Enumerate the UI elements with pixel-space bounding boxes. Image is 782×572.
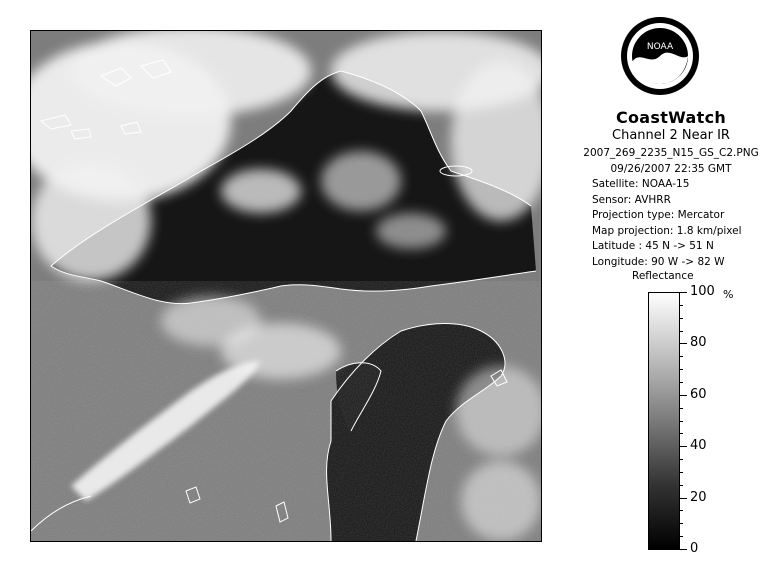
colorbar-minor-tick bbox=[680, 382, 683, 383]
colorbar-major-tick bbox=[680, 292, 687, 293]
colorbar-minor-tick bbox=[680, 510, 683, 511]
colorbar-minor-tick bbox=[680, 459, 683, 460]
colorbar-minor-tick bbox=[680, 408, 683, 409]
map-projection: Map projection: 1.8 km/pixel bbox=[592, 224, 742, 237]
colorbar-tick-label: 80 bbox=[690, 335, 707, 350]
colorbar-tick-label: 0 bbox=[690, 541, 699, 556]
colorbar-minor-tick bbox=[680, 331, 683, 332]
colorbar-unit: % bbox=[723, 288, 734, 301]
colorbar-major-tick bbox=[680, 395, 687, 396]
colorbar-minor-tick bbox=[680, 433, 683, 434]
colorbar-minor-tick bbox=[680, 523, 683, 524]
app-title: CoastWatch bbox=[615, 108, 727, 127]
colorbar-minor-tick bbox=[680, 421, 683, 422]
colorbar-tick-label: 100 bbox=[690, 284, 715, 299]
latitude: Latitude : 45 N -> 51 N bbox=[592, 240, 714, 252]
colorbar-major-tick bbox=[680, 498, 687, 499]
colorbar-minor-tick bbox=[680, 356, 683, 357]
colorbar-tick-label: 60 bbox=[690, 387, 707, 402]
colorbar-title: Reflectance bbox=[632, 270, 694, 282]
colorbar-major-tick bbox=[680, 549, 687, 550]
colorbar-minor-tick bbox=[680, 318, 683, 319]
colorbar-minor-tick bbox=[680, 369, 683, 370]
colorbar-minor-tick bbox=[680, 485, 683, 486]
colorbar-tick-label: 20 bbox=[690, 490, 707, 505]
info-panel bbox=[560, 0, 782, 572]
satellite: Satellite: NOAA-15 bbox=[592, 178, 690, 190]
sensor: Sensor: AVHRR bbox=[592, 193, 671, 206]
datetime: 09/26/2007 22:35 GMT bbox=[610, 162, 732, 175]
colorbar-tick-label: 40 bbox=[690, 438, 707, 453]
noaa-logo-icon bbox=[620, 16, 700, 96]
projection-type: Projection type: Mercator bbox=[592, 209, 725, 221]
channel-subtitle: Channel 2 Near IR bbox=[612, 128, 730, 143]
colorbar-minor-tick bbox=[680, 472, 683, 473]
colorbar-major-tick bbox=[680, 446, 687, 447]
colorbar bbox=[648, 292, 680, 550]
colorbar-minor-tick bbox=[680, 305, 683, 306]
logo-text: NOAA bbox=[646, 42, 674, 52]
satellite-image bbox=[30, 30, 542, 542]
filename: 2007_269_2235_N15_GS_C2.PNG bbox=[583, 147, 759, 159]
colorbar-minor-tick bbox=[680, 536, 683, 537]
longitude: Longitude: 90 W -> 82 W bbox=[592, 255, 725, 268]
metadata-block bbox=[560, 146, 782, 270]
map-svg bbox=[31, 31, 541, 541]
colorbar-major-tick bbox=[680, 343, 687, 344]
